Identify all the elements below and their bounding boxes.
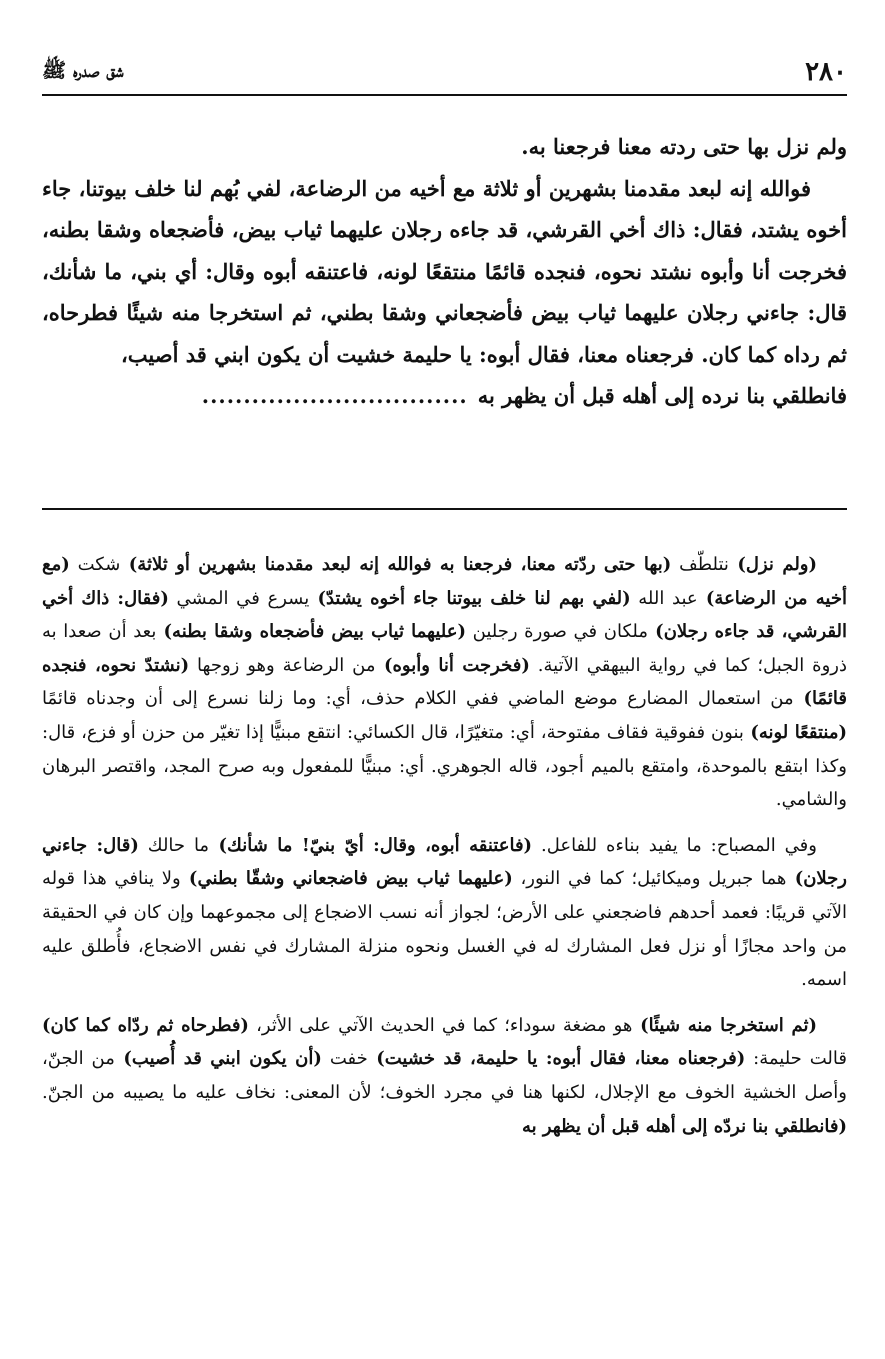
commentary-text: هما جبريل وميكائيل؛ كما في النور، — [512, 868, 787, 890]
page-number: ٢٨٠ — [805, 57, 847, 87]
commentary-text: ولا ينافي هذا قوله الآتي قريبًا: فعمد أحدهم فاضجعني على الأرض؛ لجواز أنه نسب الاضجاع إلى مجموعهما وإن كان في الحقيقة من واحد مجازًا أو نزل فعل المشارك له في الغسل ونحوه منزلة المشارك في نفس الاضجاع، فأُطلق عليه اسمه. — [42, 868, 847, 991]
commentary-text: عبد الله — [630, 587, 698, 609]
commentary-text: شكت — [69, 554, 121, 575]
quoted-text: (أن يكون ابني قد أُصيب) — [114, 1048, 322, 1070]
quoted-text: (فخرجت أنا وأبوه) — [375, 654, 530, 676]
quoted-text: (عليهما ثياب بيض فاضجعاني وشقّا بطني) — [180, 868, 513, 890]
commentary-text: من استعمال المضارع موضع الماضي ففي الكلام حذف، أي: وما زلنا نسرع إلى أن وجدناه قائمًا — [42, 688, 794, 710]
commentary-text: من الجنّ، وأصل الخشية الخوف مع الإجلال، لكنها هنا في مجرد الخوف؛ لأن المعنى: نخاف عليه ما يصيبه من الجنّ. — [42, 1048, 847, 1103]
main-text-line: ولم نزل بها حتى ردته معنا فرجعنا به. — [521, 134, 847, 159]
ellipsis-dots: ................................ — [201, 383, 468, 408]
main-text-last-line — [42, 375, 847, 417]
quoted-text: (لفي بهم لنا خلف بيوتنا جاء أخوه يشتدّ) — [309, 587, 631, 609]
page-header — [42, 50, 847, 96]
running-title: شق صدره ﷺ — [42, 57, 124, 82]
commentary-text: من الرضاعة وهو زوجها — [189, 654, 376, 676]
quoted-text: (عليهما ثياب بيض فأضجعاه وشقا بطنه) — [156, 621, 466, 643]
commentary-text: بنون ففوقية فقاف مفتوحة، أي: متغيّرًا، قال الكسائي: انتقع مبنيًّا إذا تغيّر من حزن أو فزع، قال: وكذا ابتقع بالموحدة، وامتقع بالميم أجود، قاله الجوهري. أي: مبنيًّا للمفعول وبه صرح المجد، واقتصر البرهان والشامي. — [42, 721, 847, 811]
commentary-text: يسرع في المشي — [168, 587, 310, 609]
quoted-text: (نشتدّ نحوه، فنجده قائمًا) — [42, 654, 847, 710]
commentary-text: قالت حليمة: — [745, 1048, 847, 1070]
commentary-text: نتلطّف — [671, 554, 729, 575]
commentary — [42, 548, 847, 1143]
commentary-text: ما حالك — [138, 834, 210, 856]
footnote-divider — [42, 508, 847, 510]
commentary-paragraph-2 — [42, 829, 847, 997]
quoted-text: (فرجعناه معنا، فقال أبوه: يا حليمة، قد خشيت) — [367, 1048, 746, 1070]
commentary-text: ملكان في صورة رجلين — [465, 621, 648, 643]
quoted-text: (ولم نزل) — [728, 554, 818, 575]
main-text — [42, 126, 847, 417]
quoted-text: (منتقعًا لونه) — [743, 721, 847, 743]
quoted-text: (بها حتى ردّته معنا، فرجعنا به فوالله إنه لبعد مقدمنا بشهرين أو ثلاثة) — [120, 554, 672, 575]
commentary-paragraph-3 — [42, 1009, 847, 1143]
commentary-text: وفي المصباح: ما يفيد بناءه للفاعل. — [532, 834, 817, 856]
commentary-text: هو مضغة سوداء؛ كما في الحديث الآتي على الأثر، — [248, 1014, 633, 1036]
quoted-text: (فقال: ذاك أخي القرشي، قد جاءه رجلان) — [42, 587, 847, 643]
commentary-text: خفت — [321, 1048, 368, 1070]
main-text-paragraph: فوالله إنه لبعد مقدمنا بشهرين أو ثلاثة مع أخيه من الرضاعة، لفي بُهم لنا خلف بيوتنا، جاء أخوه يشتد، فقال: ذاك أخي القرشي، قد جاءه رجلان عليهما ثياب بيض، فأضجعاه وشقا بطنه، فخرجت أنا وأبوه نشتد نحوه، فنجده قائمًا منتقعًا لونه، فاعتنقه أبوه وقال: أي بني، ما شأنك، قال: جاءني رجلان عليهما ثياب بيض فأضجعاني وشقا بطني، ثم استخرجا منه شيئًا فطرحاه، ثم رداه كما كان. فرجعناه معنا، فقال أبوه: يا حليمة خشيت أن يكون ابني قد أصيب، — [42, 175, 847, 367]
commentary-paragraph-1 — [42, 548, 847, 817]
quoted-text: (فطرحاه ثم ردّاه كما كان) — [42, 1014, 249, 1036]
quoted-text: (قال: جاءني رجلان) — [42, 834, 847, 890]
quoted-text: (فاعتنقه أبوه، وقال: أيّ بنيّ! ما شأنك) — [209, 834, 533, 856]
quoted-text: (فانطلقي بنا نردّه إلى أهله قبل أن يظهر به — [521, 1115, 847, 1137]
commentary-text: بعد أن صعدا به ذروة الجبل؛ كما في رواية البيهقي الآتية. — [42, 621, 847, 676]
quoted-text: (ثم استخرجا منه شيئًا) — [632, 1014, 817, 1036]
main-text-last-line-text: فانطلقي بنا نرده إلى أهله قبل أن يظهر به — [477, 383, 847, 408]
quoted-text: (مع أخيه من الرضاعة) — [42, 554, 847, 609]
